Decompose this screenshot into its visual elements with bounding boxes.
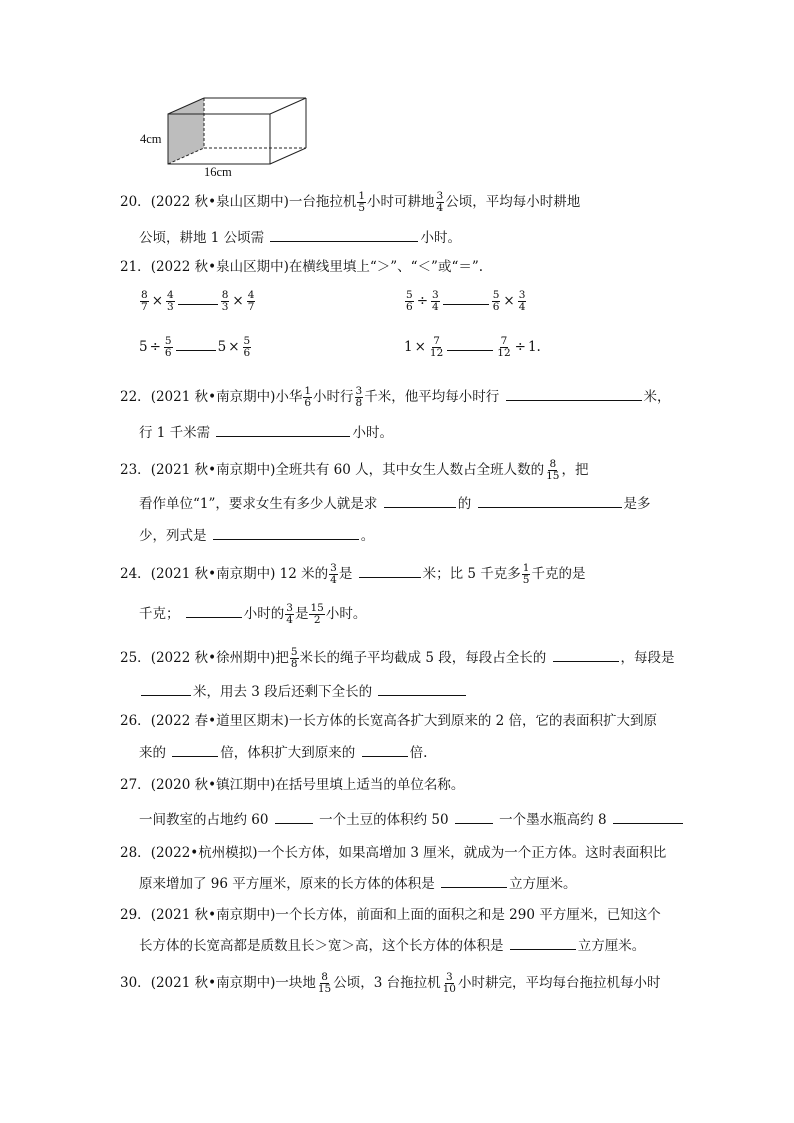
answer-blank[interactable] [186, 604, 242, 618]
length-label: 16cm [204, 165, 232, 179]
q21-line1: 21．(2022 秋•泉山区期中)在横线里填上“＞”、“＜”或“＝”. [120, 259, 484, 275]
answer-blank[interactable] [478, 494, 622, 508]
q23-line2: 看作单位“1”，要求女生有多少人就是求 的 是多 [139, 496, 651, 512]
q27-line1: 27．(2020 秋•镇江期中)在括号里填上适当的单位名称。 [120, 777, 465, 793]
q22-line1: 22．(2021 秋•南京期中)小华 $\frac{1}{6}$ 小时行 $\frac{3}{8}$ 千米，他平均每小时行 米， [120, 385, 671, 409]
answer-blank[interactable] [141, 682, 191, 696]
answer-blank[interactable] [275, 810, 313, 824]
compare-blank[interactable] [443, 291, 489, 305]
answer-blank[interactable] [359, 564, 421, 578]
q20-line1: 20．(2022 秋•泉山区期中)一台拖拉机 $\frac{1}{5}$ 小时可耕地 $\frac{3}{4}$ 公顷，平均每小时耕地 [120, 190, 581, 214]
answer-blank[interactable] [613, 810, 683, 824]
answer-blank[interactable] [553, 648, 619, 662]
q26-line1: 26．(2022 春•道里区期末)一长方体的长宽高各扩大到原来的 2 倍，它的表面积扩大到原 [120, 713, 658, 729]
answer-blank[interactable] [270, 228, 418, 242]
q23-line1: 23．(2021 秋•南京期中)全班共有 60 人，其中女生人数占全班人数的 $\frac{8}{15}$ ，把 [120, 458, 589, 482]
compare-blank[interactable] [447, 337, 493, 351]
answer-blank[interactable] [172, 743, 218, 757]
q21-row1-right: $\frac{5}{6}$ ÷ $\frac{3}{4}$ $\frac{5}{6}$ × $\frac{3}{4}$ [406, 289, 526, 313]
q21-row2-right: 1 × $\frac{7}{12}$ $\frac{7}{12}$ ÷ 1. [404, 335, 541, 359]
q29-line1: 29．(2021 秋•南京期中)一个长方体，前面和上面的面积之和是 290 平方厘米，已知这个 [120, 907, 661, 923]
q24-line2: 千克； 小时的 $\frac{3}{4}$ 是 $\frac{15}{2}$ 小时。 [139, 602, 367, 626]
answer-blank[interactable] [506, 387, 642, 401]
answer-blank[interactable] [384, 494, 456, 508]
q25-line2: 米，用去 3 段后还剩下全长的 [139, 682, 468, 702]
answer-blank[interactable] [455, 810, 493, 824]
cuboid-figure [160, 94, 340, 174]
answer-blank[interactable] [362, 743, 408, 757]
answer-blank[interactable] [441, 874, 507, 888]
answer-blank[interactable] [510, 936, 576, 950]
answer-blank[interactable] [216, 423, 350, 437]
q29-line2: 长方体的长宽高都是质数且长＞宽＞高，这个长方体的体积是 立方厘米。 [139, 938, 646, 954]
compare-blank[interactable] [176, 337, 216, 351]
q26-line2: 来的 倍，体积扩大到原来的 倍. [139, 745, 428, 761]
answer-blank[interactable] [213, 526, 359, 540]
q28-line1: 28．(2022•杭州模拟)一个长方体，如果高增加 3 厘米，就成为一个正方体。这时表面积比 [120, 845, 667, 861]
q20-line2: 公顷，耕地 1 公顷需 小时。 [139, 230, 461, 246]
q30-line1: 30．(2021 秋•南京期中)一块地 $\frac{8}{15}$ 公顷，3 台拖拉机 $\frac{3}{10}$ 小时耕完，平均每台拖拉机每小时 [120, 971, 661, 995]
q21-row1-left: $\frac{8}{7}$ × $\frac{4}{3}$ $\frac{8}{3}$ × $\frac{4}{7}$ [141, 289, 255, 313]
q25-line1: 25．(2022 秋•徐州期中)把 $\frac{5}{8}$ 米长的绳子平均截成 5 段，每段占全长的 ，每段是 [120, 646, 675, 670]
q23-line3: 少，列式是 。 [139, 528, 375, 544]
q28-line2: 原来增加了 96 平方厘米，原来的长方体的体积是 立方厘米。 [139, 876, 577, 892]
height-label: 4cm [140, 132, 162, 146]
answer-blank[interactable] [378, 682, 466, 696]
q22-line2: 行 1 千米需 小时。 [139, 425, 393, 441]
q21-row2-left: 5 ÷ $\frac{5}{6}$ 5 × $\frac{5}{6}$ [139, 335, 251, 359]
compare-blank[interactable] [178, 291, 218, 305]
q24-line1: 24．(2021 秋•南京期中) 12 米的 $\frac{3}{4}$ 是 米；比 5 千克多 $\frac{1}{5}$ 千克的是 [120, 562, 586, 586]
q27-line2: 一间教室的占地约 60 一个土豆的体积约 50 一个墨水瓶高约 8 [139, 810, 685, 830]
